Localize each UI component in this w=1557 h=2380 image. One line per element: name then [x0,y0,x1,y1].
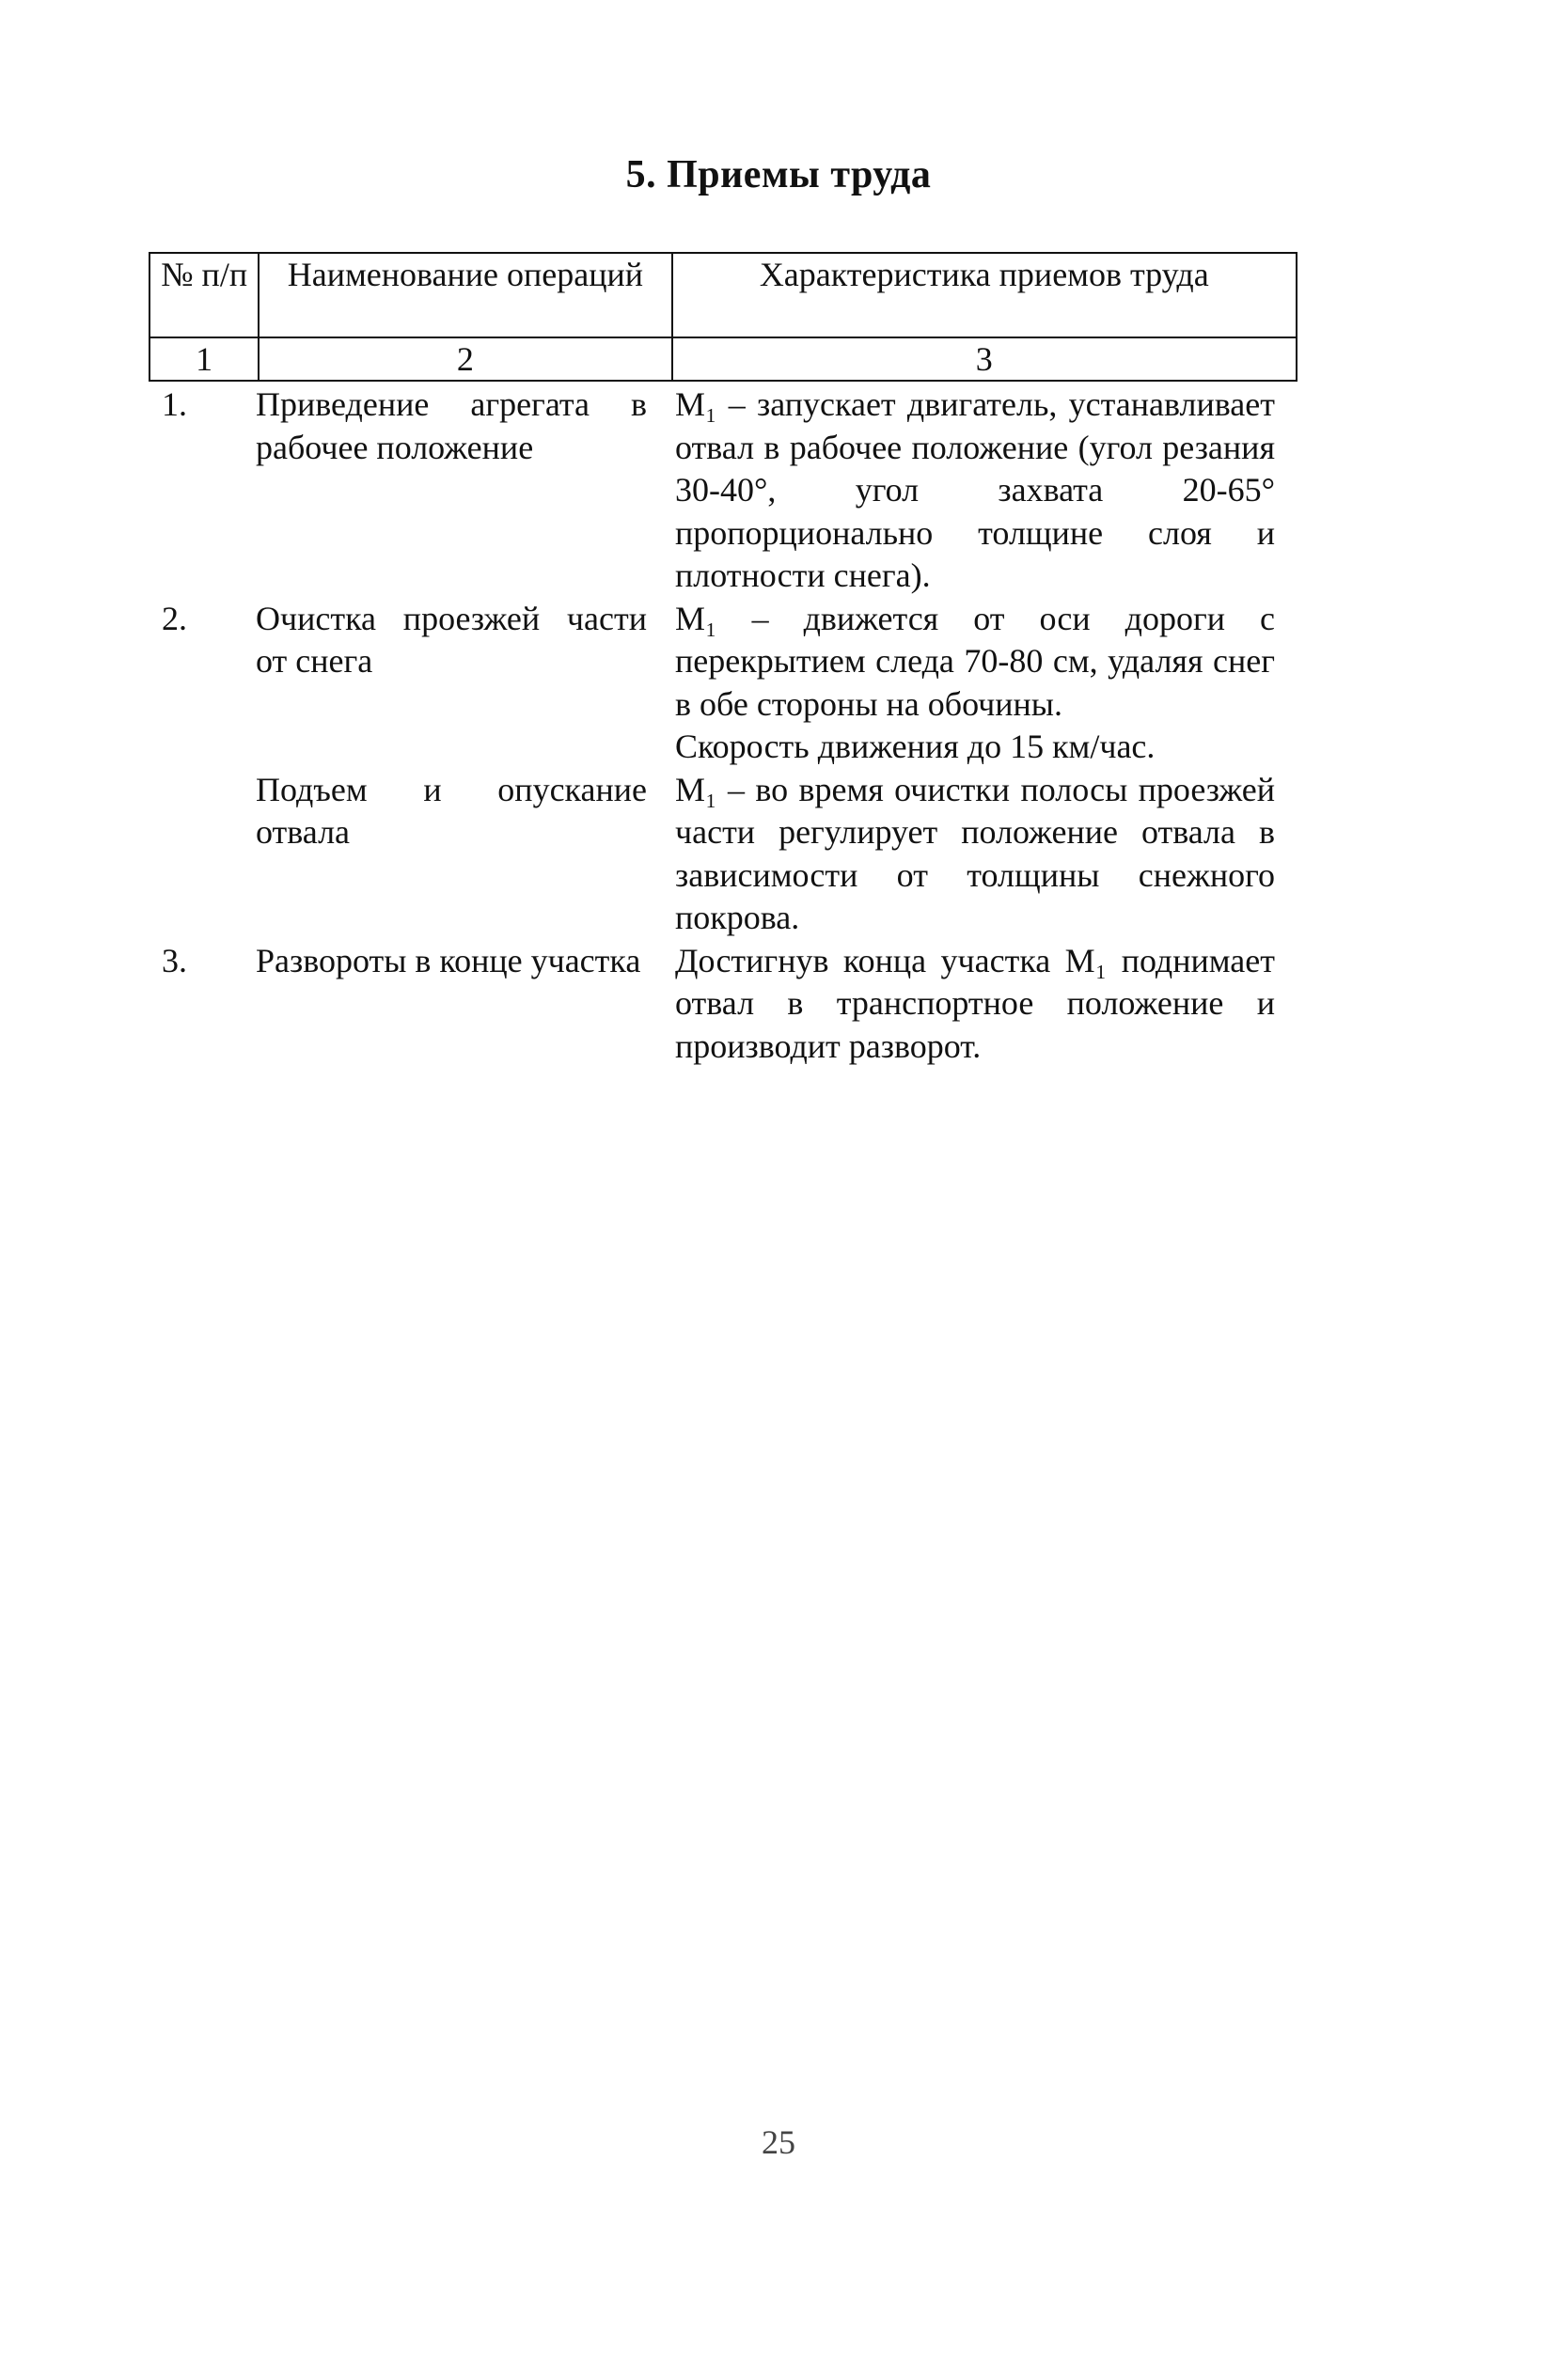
table-row [149,384,1298,598]
speed-note: Скорость движения до 15 км/час. [675,728,1156,765]
header-no: № п/п [149,253,259,337]
operation-description-text: M₁ – движется от оси дороги с перекрытием следа 70-80 см, удаляя снег в обе стороны на обочины. [675,599,1275,723]
row-number: 1. [162,385,187,423]
table-row [149,598,1298,769]
header-desc: Характеристика приемов труда [672,253,1297,337]
table-row [149,940,1298,1069]
header-name: Наименование операций [259,253,671,337]
row-number: 3. [162,941,187,979]
column-number-2: 2 [259,337,671,381]
header-row [149,253,1297,337]
table-body [149,384,1298,1068]
operation-description: M₁ – во время очистки полосы проезжей части регулирует положение отвала в зависимости от толщины снежного покрова. [675,770,1275,936]
row-number: 2. [162,599,187,637]
table-row [149,769,1298,940]
operation-description: M₁ – запускает двигатель, устанавливает отвал в рабочее положение (угол резания 30-40°, угол захвата 20-65° пропорционально толщине слоя и плотности снега). [675,385,1275,594]
operation-name: Приведение агрегата в рабочее положение [256,385,647,466]
page-title: 5. Приемы труда [625,153,932,196]
page-number: 25 [762,2123,795,2161]
column-number-3: 3 [672,337,1297,381]
column-number-row [149,337,1297,381]
operation-description: Достигнув конца участка M₁ поднимает отвал в транспортное положение и производит разворот. [675,941,1275,1065]
column-number-1: 1 [149,337,259,381]
table-header [149,252,1298,382]
operation-name: Развороты в конце участка [256,941,641,979]
operation-name: Очистка проезжей части от снега [256,599,647,680]
operation-description [668,598,1275,769]
operation-name: Подъем и опускание отвала [256,770,647,851]
